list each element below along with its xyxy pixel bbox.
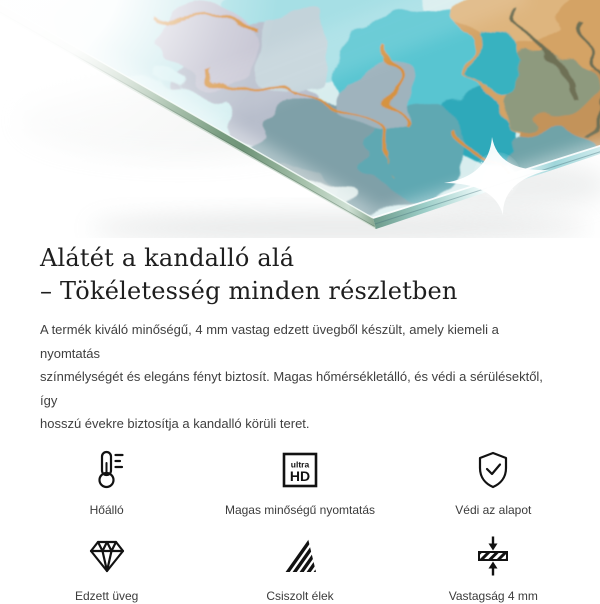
- feature-thickness: [449, 532, 538, 604]
- feature-label: Edzett üveg: [74, 588, 139, 603]
- feature-heat-resistant: [85, 446, 129, 518]
- feature-print-quality: [225, 446, 375, 518]
- description-line: hosszú évekre biztosítja a kandalló körüli teret.: [40, 416, 310, 431]
- diamond-icon: [85, 532, 129, 580]
- page-title: [0, 242, 600, 308]
- feature-label: Vastagság 4 mm: [448, 588, 538, 603]
- ultra-hd-icon: [278, 446, 322, 494]
- feature-protects-base: [455, 446, 531, 518]
- ultra-hd-icon-text-top: ultra: [290, 459, 310, 469]
- product-description: [0, 318, 600, 436]
- feature-label: Csiszolt élek: [266, 588, 334, 603]
- feature-label: Hőálló: [89, 502, 124, 517]
- feature-grid: [10, 446, 590, 604]
- title-line-2: – Tökéletesség minden részletben: [40, 277, 458, 305]
- product-image: [0, 0, 600, 238]
- feature-tempered-glass: [75, 532, 138, 604]
- thermometer-icon: [85, 446, 129, 494]
- title-line-1: Alátét a kandalló alá: [40, 244, 295, 272]
- thickness-icon: [471, 532, 515, 580]
- polished-edges-icon: [278, 532, 322, 580]
- glass-panel-art: [0, 0, 600, 238]
- description-line: A termék kiváló minőségű, 4 mm vastag edzett üvegből készült, amely kiemeli a nyomtatás: [40, 322, 499, 361]
- shield-check-icon: [471, 446, 515, 494]
- feature-label: Magas minőségű nyomtatás: [224, 502, 376, 517]
- feature-polished-edges: [266, 532, 333, 604]
- light-fade: [0, 0, 280, 220]
- ultra-hd-icon-text-bottom: HD: [289, 467, 311, 484]
- description-line: színmélységét és elegáns fényt biztosít. Magas hőmérsékletálló, és védi a sérülésektől, így: [40, 369, 543, 408]
- feature-label: Védi az alapot: [455, 502, 532, 517]
